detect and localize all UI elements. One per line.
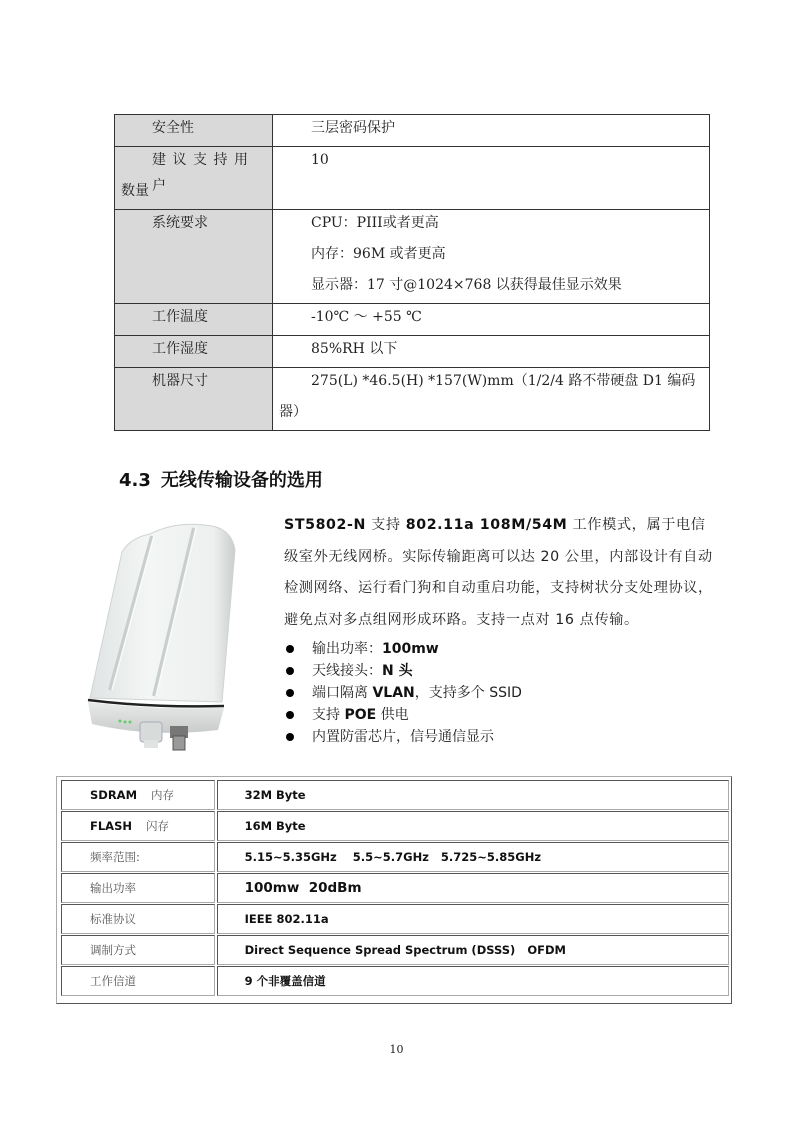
spec-key-text: 建议支持用户 [152,152,255,194]
spec-key-text: 输出功率 [90,881,136,895]
feature-label: 内置防雷芯片，信号通信显示 [312,729,494,745]
feature-list [284,638,522,748]
product-image [82,512,272,752]
section-heading [119,466,323,492]
spec-value [273,368,710,431]
section-title: 无线传输设备的选用 [160,470,323,491]
section-number: 4.3 [119,470,151,491]
table-row [115,368,710,431]
hardware-spec-table-frame [56,776,732,1004]
spec-key [115,147,273,210]
table-row [115,304,710,336]
spec-value-text: 275(L) *46.5(H) *157(W)mm（1/2/4 路不带硬盘 D1 编码 [311,373,696,389]
spec-value-text: 器） [279,404,307,420]
spec-value-text: 85%RH 以下 [311,341,398,357]
spec-value [273,147,710,210]
feature-suffix: 供电 [376,707,409,723]
distance-value: 20 [540,548,560,565]
spec-key-text: 安全性 [152,120,194,136]
spec-key-text: 调制方式 [90,943,136,957]
table-row [61,811,729,841]
spec-key-text: 标准协议 [90,912,136,926]
list-item [284,638,522,660]
table-row [115,210,710,304]
spec-key-text: 数量 [121,183,149,199]
spec-value [217,873,729,903]
spec-key-text: 频率范围: [90,850,140,864]
description-text: 公里，内部设计有自动检测网络、运行看门狗和自动重启功能，支持树状分支处理协议，避免点对多点组网形成环路。支持一点对 [284,548,713,628]
hardware-spec-table [59,779,731,997]
description-text: 工作模式，属于电信级室外无线网桥。实际传输距离可以达 [284,517,706,565]
spec-value [273,336,710,368]
table-row [115,147,710,210]
model-name: ST5802-N [284,517,366,533]
feature-label: 输出功率： [312,641,382,657]
table-row [61,842,729,872]
spec-key-text: 工作湿度 [152,341,208,357]
spec-key [61,904,215,934]
spec-value [217,842,729,872]
product-description [284,510,714,636]
spec-value [217,935,729,965]
feature-value: VLAN [372,685,415,701]
feature-label: 端口隔离 [312,685,373,701]
list-item [284,726,522,748]
system-spec-table [114,114,710,431]
spec-value [217,904,729,934]
table-row [61,935,729,965]
spec-value-text: 内存：96M 或者更高 [311,246,446,262]
table-row [61,904,729,934]
spec-key-text: 工作信道 [90,974,136,988]
page-number: 10 [389,1043,404,1056]
table-row [61,966,729,996]
spec-key [115,368,273,431]
standard-mode: 802.11a 108M/54M [405,517,568,533]
spec-key [61,842,215,872]
spec-value-text: 100mw 20dBm [244,880,362,896]
spec-key [61,780,215,810]
description-text: 点传输。 [574,611,639,628]
spec-value [273,210,710,304]
points-value: 16 [555,611,575,628]
spec-value [217,811,729,841]
spec-key [115,336,273,368]
spec-value-text: CPU：PIII或者更高 [311,215,439,231]
spec-value [217,966,729,996]
spec-value-text: 显示器：17 寸@1024×768 以获得最佳显示效果 [311,277,622,293]
table-row [115,336,710,368]
spec-key-text: 内存 [151,788,175,802]
spec-key [115,115,273,147]
spec-value-text: 9 个非覆盖信道 [244,974,326,988]
spec-key-text: 机器尺寸 [152,373,208,389]
wireless-bridge-device-icon [82,512,272,752]
spec-value-text: 16M Byte [244,819,306,833]
spec-value [217,780,729,810]
table-row [61,780,729,810]
spec-value-text: Direct Sequence Spread Spectrum (DSSS) OFDM [244,943,566,957]
spec-key-text: 工作温度 [152,309,208,325]
list-item [284,682,522,704]
spec-value [273,115,710,147]
spec-value [273,304,710,336]
feature-label: 支持 [312,707,345,723]
feature-value: 100mw [382,641,439,657]
spec-key [61,966,215,996]
description-text: 支持 [365,517,406,533]
spec-value-text: 32M Byte [244,788,306,802]
feature-label: 天线接头： [312,663,382,679]
spec-key-bold: FLASH [90,819,132,833]
list-item [284,704,522,726]
feature-suffix: ，支持多个 SSID [414,685,522,701]
spec-key [61,811,215,841]
spec-value-text: 三层密码保护 [311,120,395,136]
spec-value-text: 10 [311,152,329,168]
spec-value-text: 5.15~5.35GHz 5.5~5.7GHz 5.725~5.85GHz [244,850,542,864]
table-row [115,115,710,147]
spec-key [61,935,215,965]
spec-value-text: IEEE 802.11a [244,912,329,926]
spec-key [115,304,273,336]
spec-value-text: -10℃ ～ +55 ℃ [311,309,422,325]
list-item [284,660,522,682]
spec-key [115,210,273,304]
feature-value: POE [344,707,377,723]
feature-value: N 头 [382,663,413,679]
spec-key-text: 闪存 [146,819,169,833]
spec-key-text: 系统要求 [152,215,208,231]
table-row [61,873,729,903]
spec-key-bold: SDRAM [90,788,138,802]
spec-key [61,873,215,903]
